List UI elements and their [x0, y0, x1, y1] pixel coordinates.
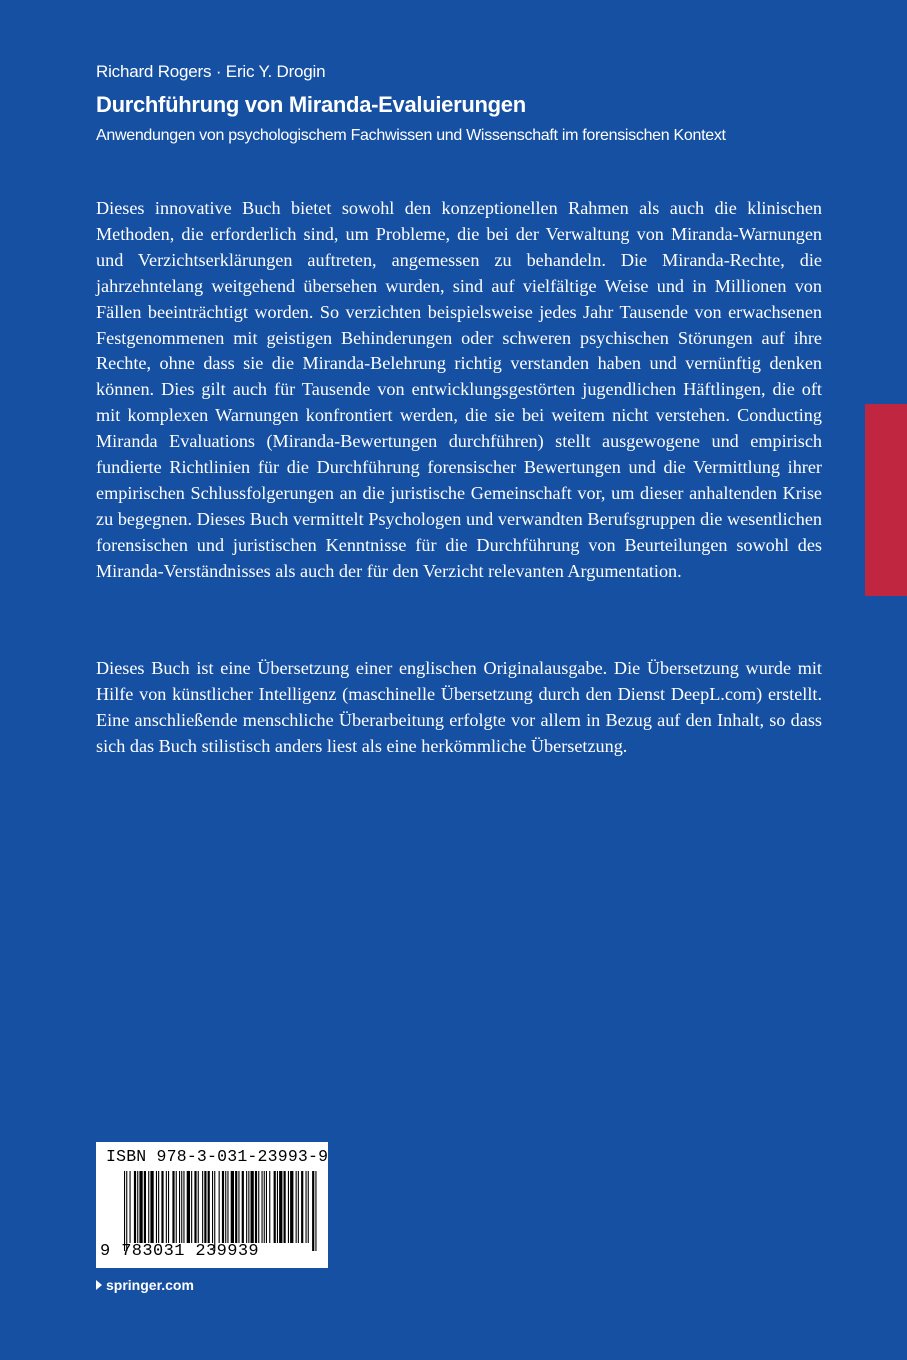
book-subtitle: Anwendungen von psychologischem Fachwissen und Wissenschaft im forensischen Kontext — [96, 127, 726, 144]
book-title: Durchführung von Miranda-Evaluierungen — [96, 92, 526, 117]
barcode-bar — [158, 1171, 159, 1243]
barcode-bar — [161, 1171, 163, 1243]
barcode-bar — [179, 1171, 180, 1243]
barcode-bar — [225, 1171, 226, 1243]
barcode-bar — [214, 1171, 215, 1251]
barcode-bar — [139, 1171, 142, 1243]
publisher-link-label: springer.com — [106, 1277, 194, 1293]
barcode-bar — [308, 1171, 309, 1243]
barcode-bar — [130, 1171, 131, 1243]
barcode-bar — [312, 1171, 314, 1251]
barcode-bar — [274, 1171, 276, 1243]
barcode-bar — [126, 1171, 127, 1251]
barcode-bar — [144, 1171, 146, 1243]
barcode-bar — [251, 1171, 254, 1243]
barcode-bar — [156, 1171, 157, 1243]
barcode-bar — [208, 1171, 210, 1243]
barcode-bar — [290, 1171, 293, 1243]
barcode-bar — [187, 1171, 190, 1243]
barcode-bar — [172, 1171, 174, 1243]
barcode-bar — [227, 1171, 228, 1243]
barcode-digits: 9 783031 239939 — [100, 1242, 260, 1261]
publisher-link[interactable] — [96, 1277, 194, 1293]
barcode-bar — [222, 1171, 224, 1243]
barcode-bar — [301, 1171, 303, 1243]
barcode-bar — [277, 1171, 278, 1243]
barcode-bar — [266, 1171, 267, 1243]
barcode-bar — [262, 1171, 263, 1243]
barcode-bar — [176, 1171, 177, 1243]
translation-note-paragraph: Dieses Buch ist eine Übersetzung einer englischen Originalausgabe. Die Übersetzung wurde mit Hilfe von künstlicher Intelligenz (maschinelle Übersetzung durch den Dienst DeepL.com) erstellt. Eine anschließende menschliche Überarbeitung erfolgte vor allem in Bezug auf den Inhalt, so dass sich das Buch stilistisch anders liest als eine herkömmliche Übersetzung. — [96, 658, 822, 756]
barcode-bar — [202, 1171, 203, 1243]
barcode-bar — [204, 1171, 206, 1243]
barcode-bar — [231, 1171, 234, 1243]
barcode-bar — [248, 1171, 249, 1243]
barcode-bar — [191, 1171, 192, 1243]
barcode-bar — [134, 1171, 136, 1243]
barcode-bar — [124, 1171, 125, 1251]
barcode-bar — [148, 1171, 149, 1243]
barcode-bar — [137, 1171, 138, 1243]
barcode-bar — [198, 1171, 199, 1243]
barcode-bar — [246, 1171, 247, 1243]
barcode-bar — [212, 1171, 213, 1243]
barcode-bar — [219, 1171, 220, 1243]
barcode-bar — [235, 1171, 237, 1243]
isbn-barcode — [96, 1142, 328, 1268]
barcode-bar — [315, 1171, 316, 1251]
authors: Richard Rogers · Eric Y. Drogin — [96, 62, 326, 81]
barcode-bar — [150, 1171, 153, 1243]
barcode-bar — [298, 1171, 299, 1243]
barcode-bar — [296, 1171, 297, 1243]
barcode-bar — [255, 1171, 257, 1243]
barcode-bar — [183, 1171, 184, 1243]
barcode-bar — [194, 1171, 196, 1243]
barcode-bar — [264, 1171, 265, 1243]
barcode-bar — [306, 1171, 307, 1243]
barcode-bar — [181, 1171, 182, 1243]
barcode-bar — [166, 1171, 167, 1243]
barcode-bar — [284, 1171, 286, 1243]
barcode-bar — [288, 1171, 289, 1243]
description-paragraph: Dieses innovative Buch bietet sowohl den konzeptionellen Rahmen als auch die klinischen Methoden, die erforderlich sind, um Probleme, die bei der Verwaltung von Miranda-Warnungen und Verzichtserklärungen auftreten, angemessen zu behandeln. Die Miranda-Rechte, die jahrzehntelang weitgehend übersehen wurden, sind auf vielfältige Weise und in Millionen von Fällen beeinträchtigt worden. So verzichten beispielsweise jedes Jahr Tausende von erwachsenen Festgenommenen mit geistigen Behinderungen oder schweren psychischen Störungen auf ihre Rechte, ohne dass sie die Miranda-Belehrung richtig verstanden haben und vernünftig denken können. Dies gilt auch für Tausende von entwicklungsgestörten jugendlichen Häftlingen, die oft mit komplexen Warnungen konfrontiert werden, die sie bei weitem nicht verstehen. Conducting Miranda Evaluations (Miranda-Bewertungen durchführen) stellt ausgewogene und empirisch fundierte Richtlinien für die Durchführung forensischer Bewertungen und die Vermittlung ihrer empirischen Schlussfolgerungen an die juristische Gemeinschaft vor, um dieser anhaltenden Krise zu begegnen. Dieses Buch vermittelt Psychologen und verwandten Berufsgruppen die wesentlichen forensischen und juristischen Kenntnisse für die Durchführung von Beurteilungen sowohl des Miranda-Verständnisses als auch der für den Verzicht relevanten Argumentation. — [96, 198, 822, 581]
barcode-bar — [238, 1171, 239, 1243]
barcode-bar — [269, 1171, 270, 1243]
arrow-right-icon — [96, 1280, 102, 1290]
barcode-bar — [279, 1171, 282, 1243]
barcode-bar — [168, 1171, 169, 1243]
isbn-label: ISBN 978-3-031-23993-9 — [106, 1147, 329, 1166]
barcode-bar — [242, 1171, 244, 1243]
barcode-bar — [258, 1171, 259, 1243]
accent-tab — [865, 404, 907, 596]
